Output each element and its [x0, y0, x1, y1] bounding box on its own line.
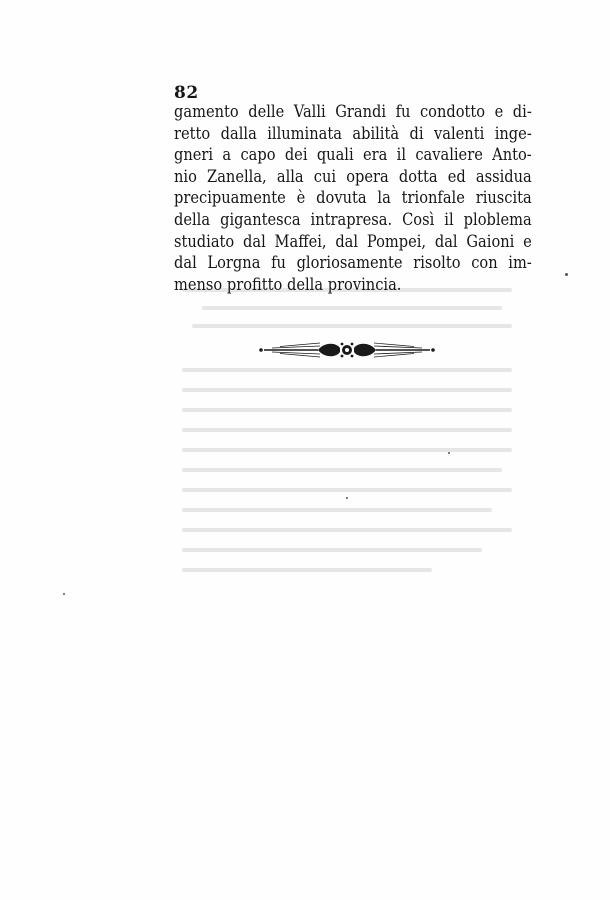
text-line: studiato dal Maffei, dal Pompei, dal Gaioni e: [174, 231, 532, 252]
tailpiece-ornament-icon: [258, 339, 436, 361]
show-through-texture: [172, 284, 532, 614]
scan-speck: [448, 452, 450, 454]
body-text: [174, 102, 532, 296]
text-line: nio Zanella, alla cui opera dotta ed assidua: [174, 166, 532, 187]
scan-speck: [346, 497, 348, 499]
text-line: dal Lorgna fu gloriosamente risolto con im-: [174, 253, 532, 274]
text-line: gneri a capo dei quali era il cavaliere Anto-: [174, 145, 532, 166]
text-line: retto dalla illuminata abilità di valenti inge-: [174, 123, 532, 144]
scan-speck: [63, 593, 65, 595]
text-line: della gigantesca intrapresa. Così il ploblema: [174, 209, 532, 230]
text-line: menso profitto della provincia.: [174, 274, 402, 295]
text-line: precipuamente è dovuta la trionfale riuscita: [174, 188, 532, 209]
text-line: gamento delle Valli Grandi fu condotto e di-: [174, 102, 532, 122]
scan-speck: [565, 273, 568, 276]
page-number: 82: [174, 83, 199, 103]
